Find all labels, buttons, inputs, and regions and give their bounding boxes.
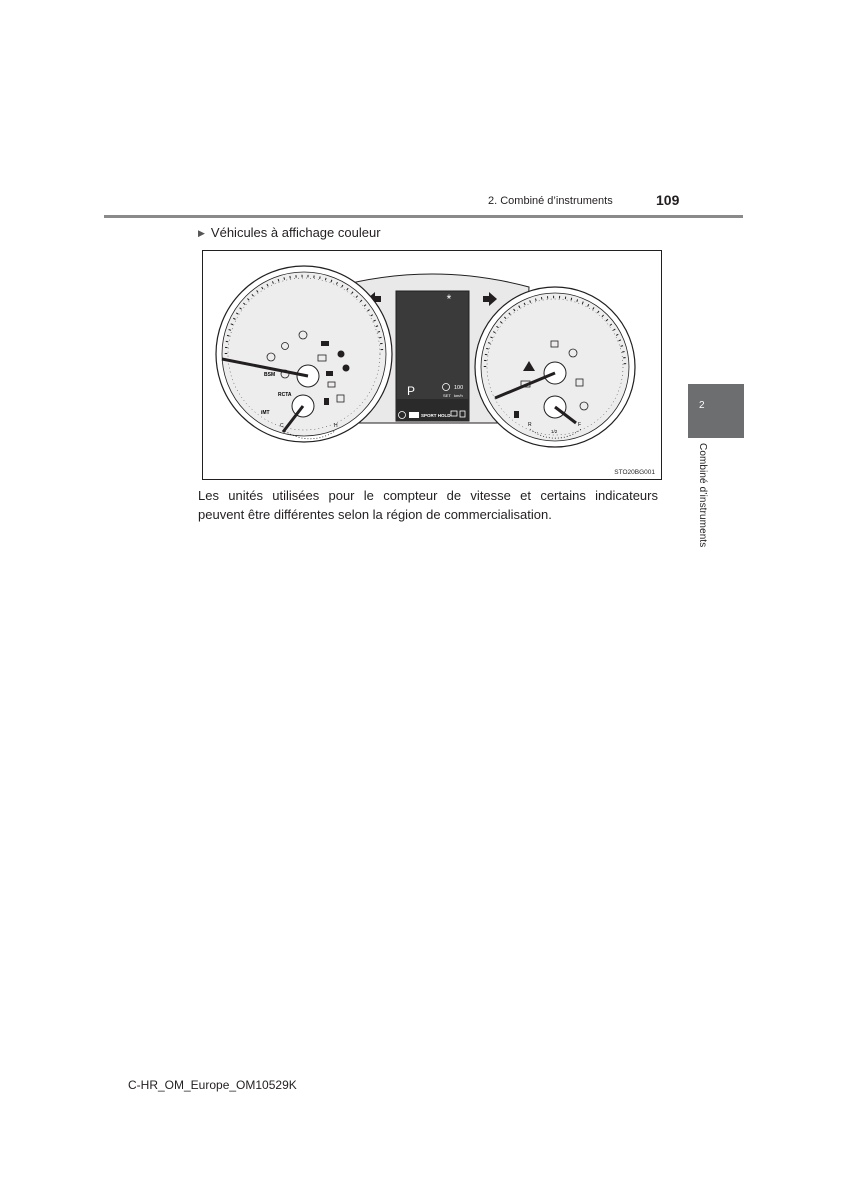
airbag-icon [343,365,350,372]
label-bsm: BSM [264,372,276,378]
label-c: C [280,423,284,429]
triangle-bullet-icon: ▶ [198,228,205,238]
page-number: 109 [656,192,680,208]
low-beam-icon [326,371,333,376]
display-bottom-bar: SPORT HOLD [421,413,451,418]
footer-document-code: C-HR_OM_Europe_OM10529K [128,1078,297,1092]
label-half: 1/2 [551,429,558,434]
seatbelt-icon [338,351,345,358]
display-eco-icon [409,412,419,418]
chapter-tab-number: 2 [699,400,705,411]
section-heading [198,225,381,240]
body-line-1: Les unités utilisées pour le compteur de vitesse et certains indicateurs [198,488,658,503]
display-star: * [446,292,452,306]
display-speed-set: 100 [454,385,464,391]
label-imt: iMT [261,410,270,416]
body-line-2: peuvent être différentes selon la région de commercialisation. [198,507,552,522]
label-h: H [334,423,338,429]
label-rcta: RCTA [278,392,292,398]
high-beam-icon [321,341,329,346]
chapter-tab-label: Combiné d’instruments [697,443,708,548]
figure-code: STO20BG001 [614,469,655,476]
label-f: F [578,422,582,428]
label-r: R [528,422,532,428]
tachometer-gauge [216,266,392,442]
header-rule [104,215,743,218]
section-heading-text: Véhicules à affichage couleur [210,225,381,240]
speedometer-gauge [475,287,635,447]
body-paragraph [198,486,658,524]
coolant-temperature-icon [324,398,329,405]
display-set-label: SET [443,393,451,398]
instrument-cluster-figure [202,250,662,480]
chapter-tab [688,384,744,438]
instrument-cluster-illustration [203,251,661,479]
display-unit: km/h [454,393,463,398]
header-section-title: 2. Combiné d’instruments [488,195,613,207]
display-gear: P [407,384,416,398]
fuel-icon [514,411,519,418]
